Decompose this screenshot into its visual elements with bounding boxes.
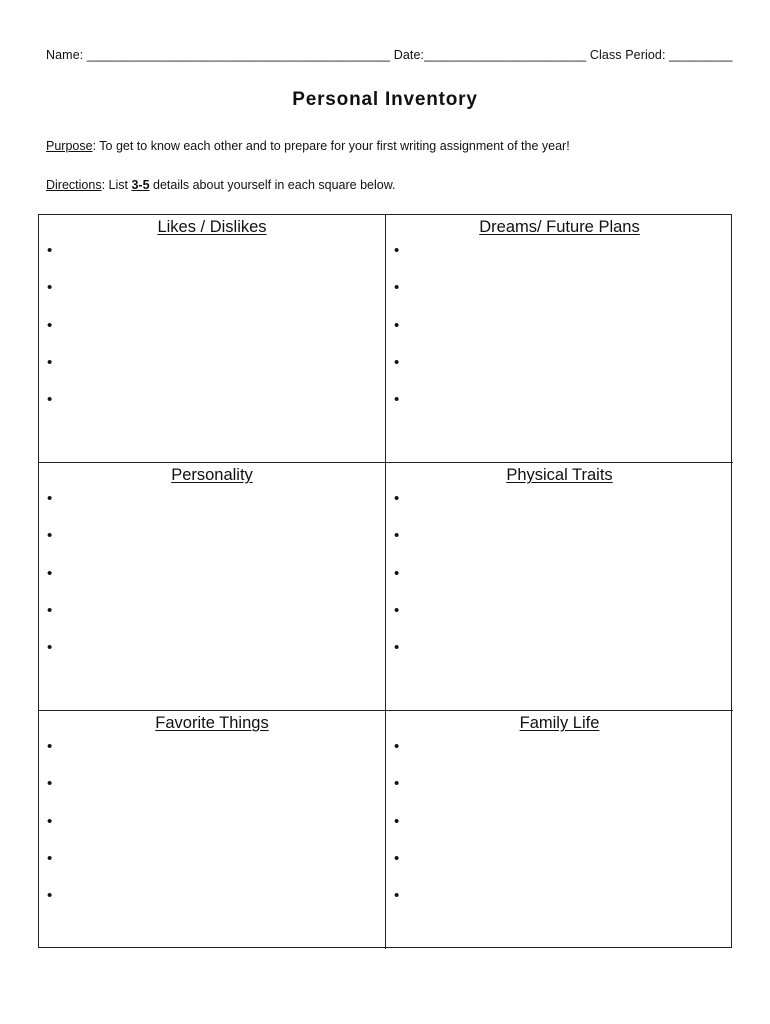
section-title: Physical Traits (506, 466, 613, 484)
bullet-point: • (394, 527, 400, 545)
purpose-label: Purpose (46, 139, 93, 153)
bullet-point: • (47, 527, 53, 545)
bullet-point: • (394, 242, 400, 259)
bullet-point: • (394, 353, 400, 371)
bullet-point: • (47, 242, 53, 259)
inventory-grid (38, 214, 732, 948)
name-blank: ___________________________________________ (86, 48, 391, 62)
class-period-blank: _________ (669, 48, 733, 62)
section-physical-traits (386, 463, 733, 711)
section-favorite-things (39, 711, 386, 949)
bullet-point: • (394, 887, 400, 905)
bullet-point: • (394, 564, 400, 582)
bullet-point: • (47, 601, 53, 619)
page-title: Personal Inventory (292, 89, 478, 110)
directions-label: Directions (46, 178, 102, 192)
bullet-point: • (394, 849, 400, 867)
bullet-list (47, 739, 52, 925)
purpose-text: : To get to know each other and to prepare for your first writing assignment of the year! (92, 139, 570, 153)
section-personality (39, 463, 386, 711)
bullet-point: • (47, 353, 53, 371)
purpose-line (46, 139, 570, 153)
bullet-point: • (47, 849, 53, 867)
bullet-point: • (47, 564, 53, 582)
bullet-list (47, 243, 52, 429)
section-title: Family Life (519, 714, 600, 732)
bullet-point: • (47, 775, 53, 793)
bullet-list (394, 739, 399, 925)
section-family-life (386, 711, 733, 949)
bullet-list (47, 491, 52, 677)
bullet-point: • (394, 279, 400, 297)
directions-line (46, 178, 396, 192)
bullet-point: • (47, 738, 53, 755)
section-likes-dislikes (39, 215, 386, 463)
section-dreams-future-plans (386, 215, 733, 463)
bullet-point: • (394, 639, 400, 657)
bullet-point: • (47, 639, 53, 657)
bullet-point: • (394, 775, 400, 793)
bullet-point: • (47, 279, 53, 297)
date-blank: _______________________ (424, 48, 587, 62)
bullet-list (394, 243, 399, 429)
section-title: Personality (171, 466, 253, 484)
bullet-point: • (47, 316, 53, 334)
bullet-point: • (394, 316, 400, 334)
directions-count: 3-5 (131, 178, 150, 192)
directions-text-after: details about yourself in each square below. (149, 178, 396, 192)
section-title: Favorite Things (155, 714, 269, 732)
section-title: Dreams/ Future Plans (479, 218, 640, 236)
class-period-label: Class Period: (589, 48, 666, 62)
bullet-point: • (47, 490, 53, 507)
date-label: Date: (393, 48, 425, 62)
bullet-point: • (394, 601, 400, 619)
student-info-line (46, 48, 733, 62)
directions-text-before: : List (101, 178, 132, 192)
bullet-point: • (394, 490, 400, 507)
bullet-point: • (47, 812, 53, 830)
bullet-point: • (394, 391, 400, 409)
section-title: Likes / Dislikes (157, 218, 267, 236)
bullet-point: • (47, 391, 53, 409)
bullet-point: • (394, 812, 400, 830)
name-label: Name: (46, 48, 84, 62)
bullet-point: • (394, 738, 400, 755)
bullet-list (394, 491, 399, 677)
bullet-point: • (47, 887, 53, 905)
